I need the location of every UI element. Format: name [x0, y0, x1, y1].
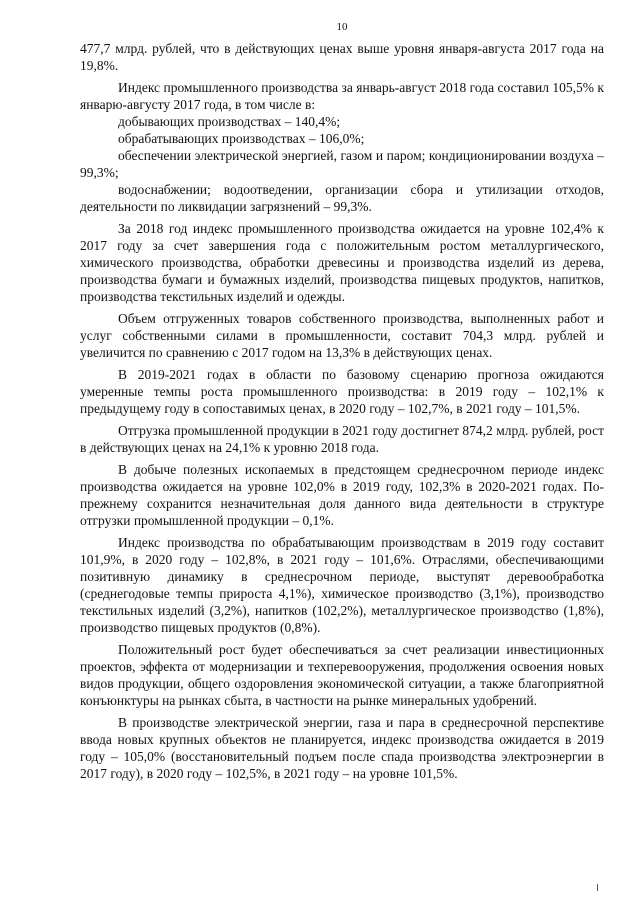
paragraph-gross-output-continuation: 477,7 млрд. рублей, что в действующих ценах выше уровня января-августа 2017 года на 19,8%.	[80, 41, 604, 73]
paragraph-industrial-index: Индекс промышленного производства за январь-август 2018 года составил 105,5% к январю-августу 2017 года, в том числе в:	[80, 80, 604, 112]
paragraph-growth-drivers: Положительный рост будет обеспечиваться за счет реализации инвестиционных проектов, эффекта от модернизации и техперевооружения, продолжения освоения новых видов продукции, общего оздоровления экономической ситуации, а также благоприятной конъюнктуры на рынках сбыта, в частности на рынке минеральных удобрений.	[80, 642, 604, 708]
paragraph-2018-forecast: За 2018 год индекс промышленного производства ожидается на уровне 102,4% к 2017 году за счет завершения года с положительным ростом металлургического, химического производства, обработки древесины и производства изделий из дерева, производства бумаги и бумажных изделий, производства пищевых продуктов, напитков, производства текстильных изделий и одежды.	[80, 221, 604, 304]
list-item-water-supply: водоснабжении; водоотведении, организации сбора и утилизации отходов, деятельности по ликвидации загрязнений – 99,3%.	[80, 182, 604, 214]
paragraph-electric-energy: В производстве электрической энергии, газа и пара в среднесрочной перспективе ввода новых крупных объектов не планируется, индекс производства ожидается в 2019 году – 105,0% (восстановительный подъем после спада производства электроэнергии в 2017 году), в 2020 году – 102,5%, в 2021 году – на уровне 101,5%.	[80, 715, 604, 781]
paragraph-shipped-goods: Объем отгруженных товаров собственного производства, выполненных работ и услуг собственными силами в промышленности, составит 704,3 млрд. рублей и увеличится по сравнению с 2017 годом на 13,3% в действующих ценах.	[80, 311, 604, 360]
paragraph-2019-2021-scenario: В 2019-2021 годах в области по базовому сценарию прогноза ожидаются умеренные темпы роста промышленного производства: в 2019 году – 102,1% к предыдущему году в сопоставимых ценах, в 2020 году – 102,7%, в 2021 году – 101,5%.	[80, 367, 604, 416]
list-item-manufacturing: обрабатывающих производствах – 106,0%;	[118, 131, 365, 146]
list-item-mining: добывающих производствах – 140,4%;	[118, 114, 341, 129]
scan-mark	[597, 884, 598, 891]
page-number: 10	[336, 21, 348, 33]
paragraph-manufacturing-index: Индекс производства по обрабатывающим производствам в 2019 году составит 101,9%, в 2020 году – 102,8%, в 2021 году – 101,6%. Отраслями, обеспечивающими позитивную динамику в среднесрочном периоде, выступят деревообработка (среднегодовые темпы прироста 4,1%), химическое производство (3,1%), производство текстильных изделий (3,2%), напитков (102,2%), металлургическое производство (1,8%), производство пищевых продуктов (0,8%).	[80, 535, 604, 635]
paragraph-mineral-extraction: В добыче полезных ископаемых в предстоящем среднесрочном периоде индекс производства ожидается на уровне 102,0% в 2019 году, 102,3% в 2020-2021 годах. По-прежнему сохранится незначительная доля данного вида деятельности в структуре отгрузки промышленной продукции – 0,1%.	[80, 462, 604, 528]
document-page	[80, 20, 604, 782]
list-item-energy-supply: обеспечении электрической энергией, газом и паром; кондиционировании воздуха – 99,3%;	[80, 148, 604, 180]
paragraph-2021-shipment: Отгрузка промышленной продукции в 2021 году достигнет 874,2 млрд. рублей, рост в действующих ценах на 24,1% к уровню 2018 года.	[80, 423, 604, 455]
